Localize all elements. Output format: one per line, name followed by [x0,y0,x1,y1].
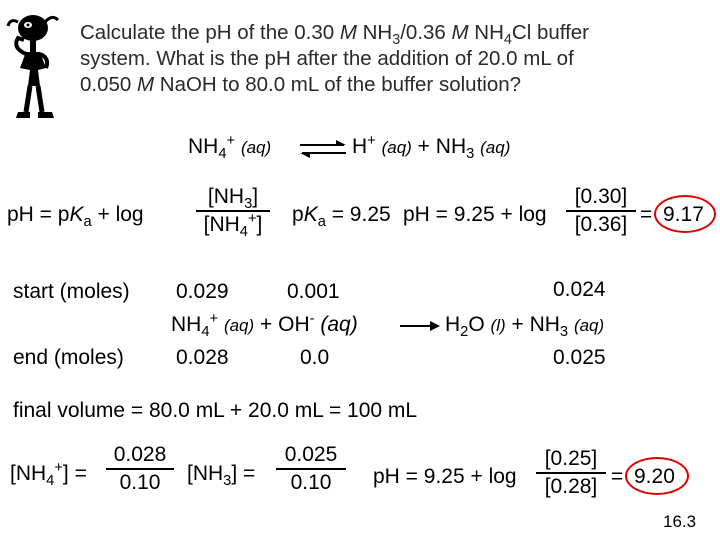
end-label: end (moles) [13,346,124,369]
hh-denominator: $[NH_4^+]$ [203,211,263,241]
fraction-bar [566,210,636,212]
nh3-conc-label: $[NH_3]$ = [187,462,256,490]
calc1-denominator: [0.36] [574,213,628,236]
fraction-bar [536,472,606,474]
start-oh: 0.001 [287,280,340,303]
final-volume: final volume = 80.0 mL + 20.0 mL = 100 mL [13,399,418,422]
end-nh3: 0.025 [553,346,606,369]
hh-numerator: $[NH_3]$ [207,185,259,213]
equilibrium-right: H+ $(aq) + NH_3$ (aq) [352,133,511,163]
nh3-numerator: 0.025 [284,443,338,466]
calc2-fraction [536,447,606,499]
result-highlight-circle [654,195,716,233]
problem-line-1: Calculate the pH of the 0.30 M $NH_3/0.36$ M $NH_4Cl$ buffer [80,21,589,49]
calc2-equals: = [611,465,624,488]
calc2-lhs: pH = 9.25 + log [373,465,517,488]
end-nh4: 0.028 [176,346,229,369]
thinking-figure-icon [6,8,68,120]
fraction-bar [196,210,270,212]
calc1-numerator: [0.30] [574,185,628,208]
problem-line-2: system. What is the pH after the addition of 20.0 mL of [80,47,574,70]
equilibrium-arrows-icon [298,138,348,160]
hh-equation-lhs: pH = $pK_a + \log$ [7,203,144,231]
nh4-conc-fraction [106,443,174,495]
calc1-result: 9.17 [663,203,704,226]
nh4-denominator: 0.10 [119,471,161,494]
reaction-left: $NH_4^+$ (aq) + OH- (aq) [171,311,358,341]
calc1-lhs: pH = 9.25 + log [403,203,547,226]
equilibrium-left: $NH_4^+$ (aq) [188,133,272,163]
problem-line-3: 0.050 M NaOH to 80.0 mL of the buffer solution? [80,73,522,96]
result-highlight-circle [625,457,689,495]
calc2-numerator: [0.25] [544,447,598,470]
nh3-denominator: 0.10 [290,471,332,494]
slide-number: 16.3 [663,512,697,531]
calc1-equals: = [640,203,653,226]
end-oh: 0.0 [300,346,330,369]
calc2-denominator: [0.28] [544,475,598,498]
nh4-numerator: 0.028 [113,443,167,466]
problem-statement [80,20,589,98]
fraction-bar [106,468,174,470]
reaction-arrow-icon [398,318,442,334]
start-label: start (moles) [13,280,130,303]
calc1-fraction [566,185,636,237]
calc2-result: 9.20 [634,465,675,488]
fraction-bar [276,468,346,470]
nh3-conc-fraction [276,443,346,495]
pka-value: $pK_a = 9.25$ [292,203,391,231]
hh-fraction [196,185,270,241]
reaction-right: $H_2O$ $(l) + NH_3$ (aq) [445,313,605,341]
start-nh3: 0.024 [553,278,606,301]
nh4-conc-label: $[NH_4^+]$ = [10,460,87,490]
start-nh4: 0.029 [176,280,229,303]
